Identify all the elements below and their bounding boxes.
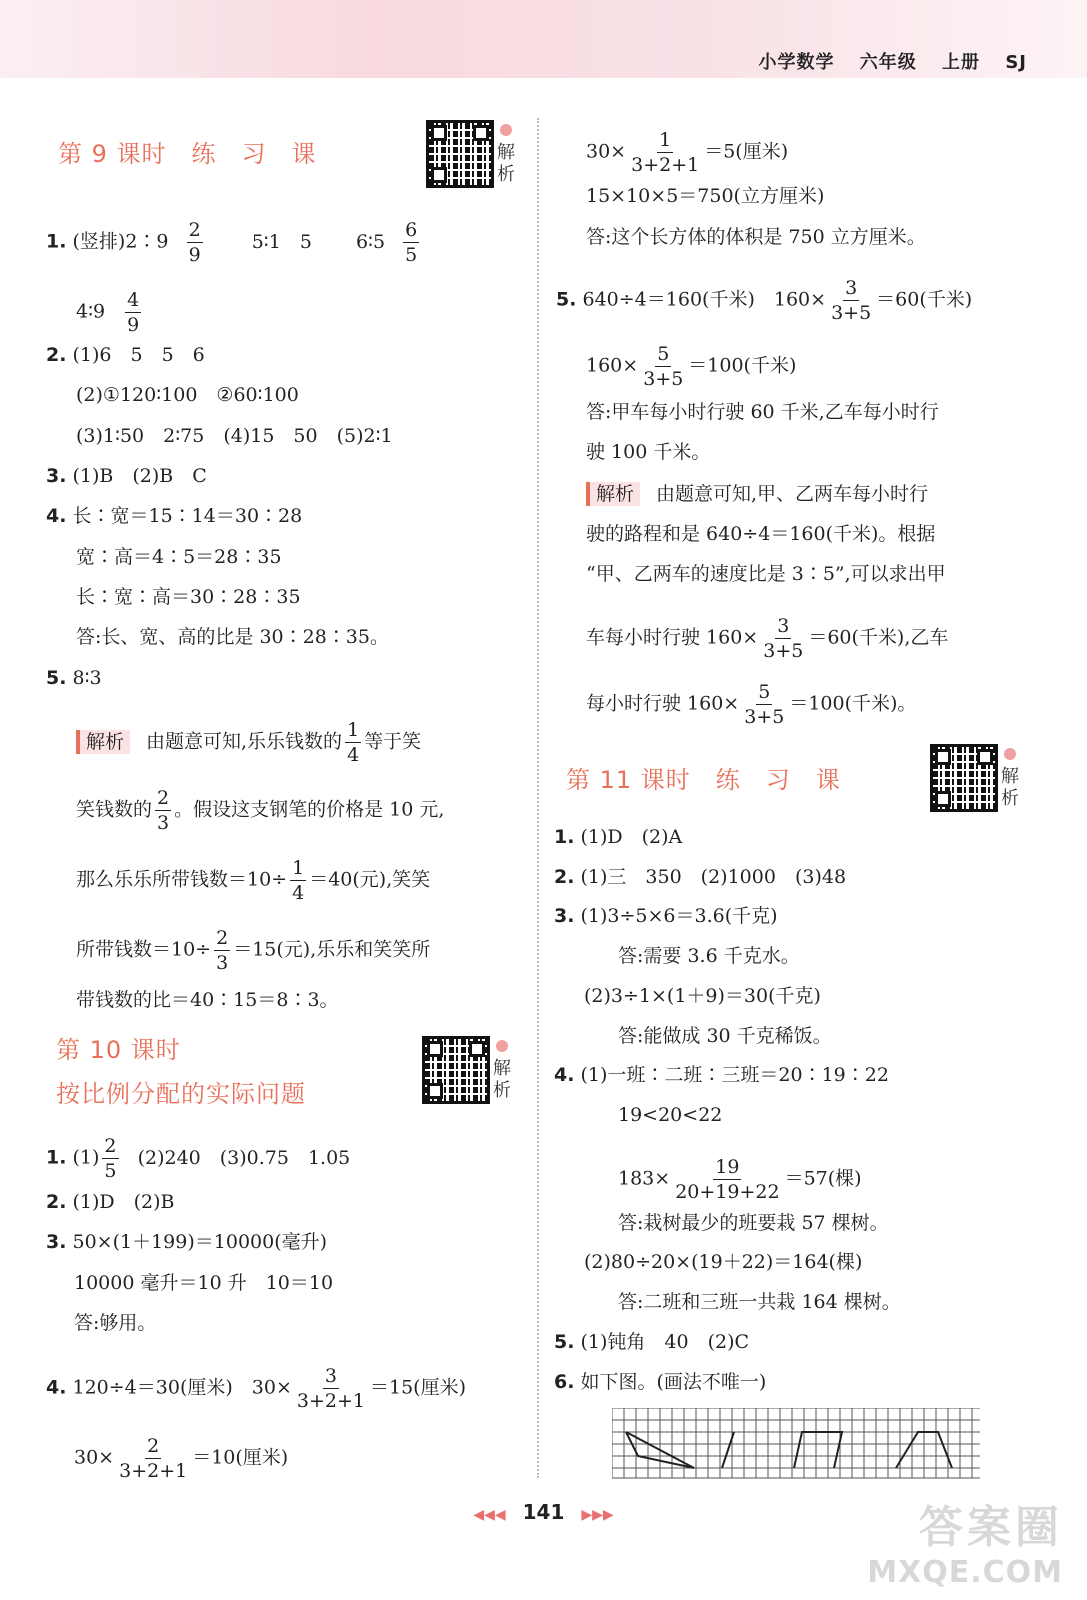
answer-3: 3. (1)B (2)B C (46, 465, 207, 487)
answer-4: 4. 长∶宽＝15∶14＝30∶28 (46, 505, 303, 527)
l11-answer-5: 5. (1)钝角 40 (2)C (554, 1331, 750, 1353)
grid-drawing-figure (612, 1408, 982, 1480)
analysis-line-1: 解析 由题意可知,乐乐钱数的 $\frac{1}{4}$ 等于笑 (76, 718, 421, 767)
answer-4c: 长∶宽∶高＝30∶28∶35 (76, 586, 301, 608)
l11-answer-3b: 答:需要 3.6 千克水。 (618, 945, 800, 967)
right-line-2: 15×10×5＝750(立方厘米) (586, 185, 825, 207)
analysis-line-3: 那么乐乐所带钱数＝10÷ $\frac{1}{4}$ ＝40(元),笑笑 (76, 857, 431, 904)
l11-answer-1: 1. (1)D (2)A (554, 826, 683, 848)
right-answer-5b: 160× $\frac{5}{3+5}$ ＝100(千米) (586, 343, 797, 390)
l11-answer-4e: (2)80÷20×(19＋22)＝164(棵) (584, 1251, 863, 1273)
l11-answer-6: 6. 如下图。(画法不唯一) (554, 1371, 767, 1393)
l11-answer-3c: (2)3÷1×(1＋9)＝30(千克) (584, 985, 821, 1007)
l11-answer-4c: 183× $\frac{19}{20+19+22}$ ＝57(棵) (618, 1156, 862, 1203)
qr-label: 解析 (493, 1058, 511, 1101)
section-title-lesson11: 第 11 课时 练 习 课 (566, 766, 841, 794)
section-title-lesson10: 第 10 课时 (56, 1036, 181, 1064)
right-answer-5: 5. 640÷4＝160(千米) 160× $\frac{3}{3+5}$ ＝60(千米) (556, 277, 973, 324)
qr-code-icon[interactable] (930, 744, 998, 812)
answer-2b: (2)①120∶100 ②60∶100 (76, 384, 299, 406)
answer-4d: 答:长、宽、高的比是 30∶28∶35。 (76, 626, 389, 648)
analysis-line-2: 笑钱数的 $\frac{2}{3}$ 。假设这支钢笔的价格是 10 元, (76, 787, 445, 834)
right-answer-5d: 驶 100 千米。 (586, 441, 711, 463)
analysis-line-4: 所带钱数＝10÷ $\frac{2}{3}$ ＝15(元),乐乐和笑笑所 (76, 927, 431, 974)
analysis-line-5: 带钱数的比＝40∶15＝8∶3。 (76, 989, 339, 1011)
answer-2: 2. (1)6 5 5 6 (46, 344, 205, 366)
analysis-label: 解析 (586, 482, 640, 506)
play-icon (1004, 748, 1016, 760)
l11-answer-2: 2. (1)三 350 (2)1000 (3)48 (554, 866, 847, 888)
answer-4b: 宽∶高＝4∶5＝28∶35 (76, 546, 282, 568)
l11-answer-4b: 19<20<22 (618, 1104, 723, 1126)
analysis-label: 解析 (76, 730, 130, 754)
right-analysis-1: 解析 由题意可知,甲、乙两车每小时行 (586, 482, 928, 506)
l11-answer-4: 4. (1)一班∶二班∶三班＝20∶19∶22 (554, 1064, 889, 1086)
page-number: 141 (522, 1500, 565, 1524)
l11-answer-3: 3. (1)3÷5×6＝3.6(千克) (554, 905, 778, 927)
play-icon (496, 1040, 508, 1052)
l10-answer-2: 2. (1)D (2)B (46, 1191, 175, 1213)
subject: 小学数学 (758, 52, 835, 73)
play-icon (500, 124, 512, 136)
qr-code-icon[interactable] (426, 120, 494, 188)
right-analysis-4: 车每小时行驶 160× $\frac{3}{3+5}$ ＝60(千米),乙车 (586, 615, 949, 662)
volume: 上册 (942, 52, 981, 73)
watermark: 答案圈 MXQE.COM (867, 1502, 1063, 1590)
answer-2c: (3)1∶50 2∶75 (4)15 50 (5)2∶1 (76, 425, 393, 447)
right-analysis-2: 驶的路程和是 640÷4＝160(千米)。根据 (586, 523, 936, 545)
l11-answer-4f: 答:二班和三班一共栽 164 棵树。 (618, 1291, 901, 1313)
l10-answer-4b: 30× $\frac{2}{3+2+1}$ ＝10(厘米) (74, 1435, 289, 1482)
right-analysis-5: 每小时行驶 160× $\frac{5}{3+5}$ ＝100(千米)。 (586, 681, 917, 728)
qr-label: 解析 (497, 142, 515, 185)
answer-1: 1. (竖排)2∶9 $\frac{2}{9}$ 5∶1 5 6∶5 $\frac{6}{5}$ (46, 219, 418, 266)
right-line-3: 答:这个长方体的体积是 750 立方厘米。 (586, 226, 926, 248)
edition: SJ (1005, 52, 1027, 73)
right-answer-5c: 答:甲车每小时行驶 60 千米,乙车每小时行 (586, 401, 939, 423)
column-divider (537, 118, 539, 1478)
l10-answer-3b: 10000 毫升＝10 升 10＝10 (74, 1272, 334, 1294)
l10-answer-3: 3. 50×(1＋199)＝10000(毫升) (46, 1231, 328, 1253)
l10-answer-3c: 答:够用。 (74, 1312, 157, 1334)
qr-code-icon[interactable] (422, 1036, 490, 1104)
section-title-lesson9: 第 9 课时 练 习 课 (58, 140, 317, 168)
qr-label: 解析 (1001, 766, 1019, 809)
answer-1-cont: 4∶9 $\frac{4}{9}$ (76, 289, 140, 336)
l11-answer-4d: 答:栽树最少的班要栽 57 棵树。 (618, 1212, 889, 1234)
grade: 六年级 (859, 52, 917, 73)
l10-answer-4: 4. 120÷4＝30(厘米) 30× $\frac{3}{3+2+1}$ ＝15(厘米) (46, 1365, 466, 1412)
answer-5: 5. 8∶3 (46, 667, 102, 689)
section-subtitle-lesson10: 按比例分配的实际问题 (56, 1080, 306, 1108)
prev-arrows-icon: ◀◀◀ (473, 1507, 506, 1523)
right-line-1: 30× $\frac{1}{3+2+1}$ ＝5(厘米) (586, 129, 789, 176)
next-arrows-icon: ▶▶▶ (581, 1507, 614, 1523)
l11-answer-3d: 答:能做成 30 千克稀饭。 (618, 1025, 832, 1047)
header-info (740, 48, 1027, 74)
l10-answer-1: 1. (1) $\frac{2}{5}$ (2)240 (3)0.75 1.05 (46, 1135, 351, 1182)
right-analysis-3: “甲、乙两车的速度比是 3∶5”,可以求出甲 (586, 563, 946, 585)
